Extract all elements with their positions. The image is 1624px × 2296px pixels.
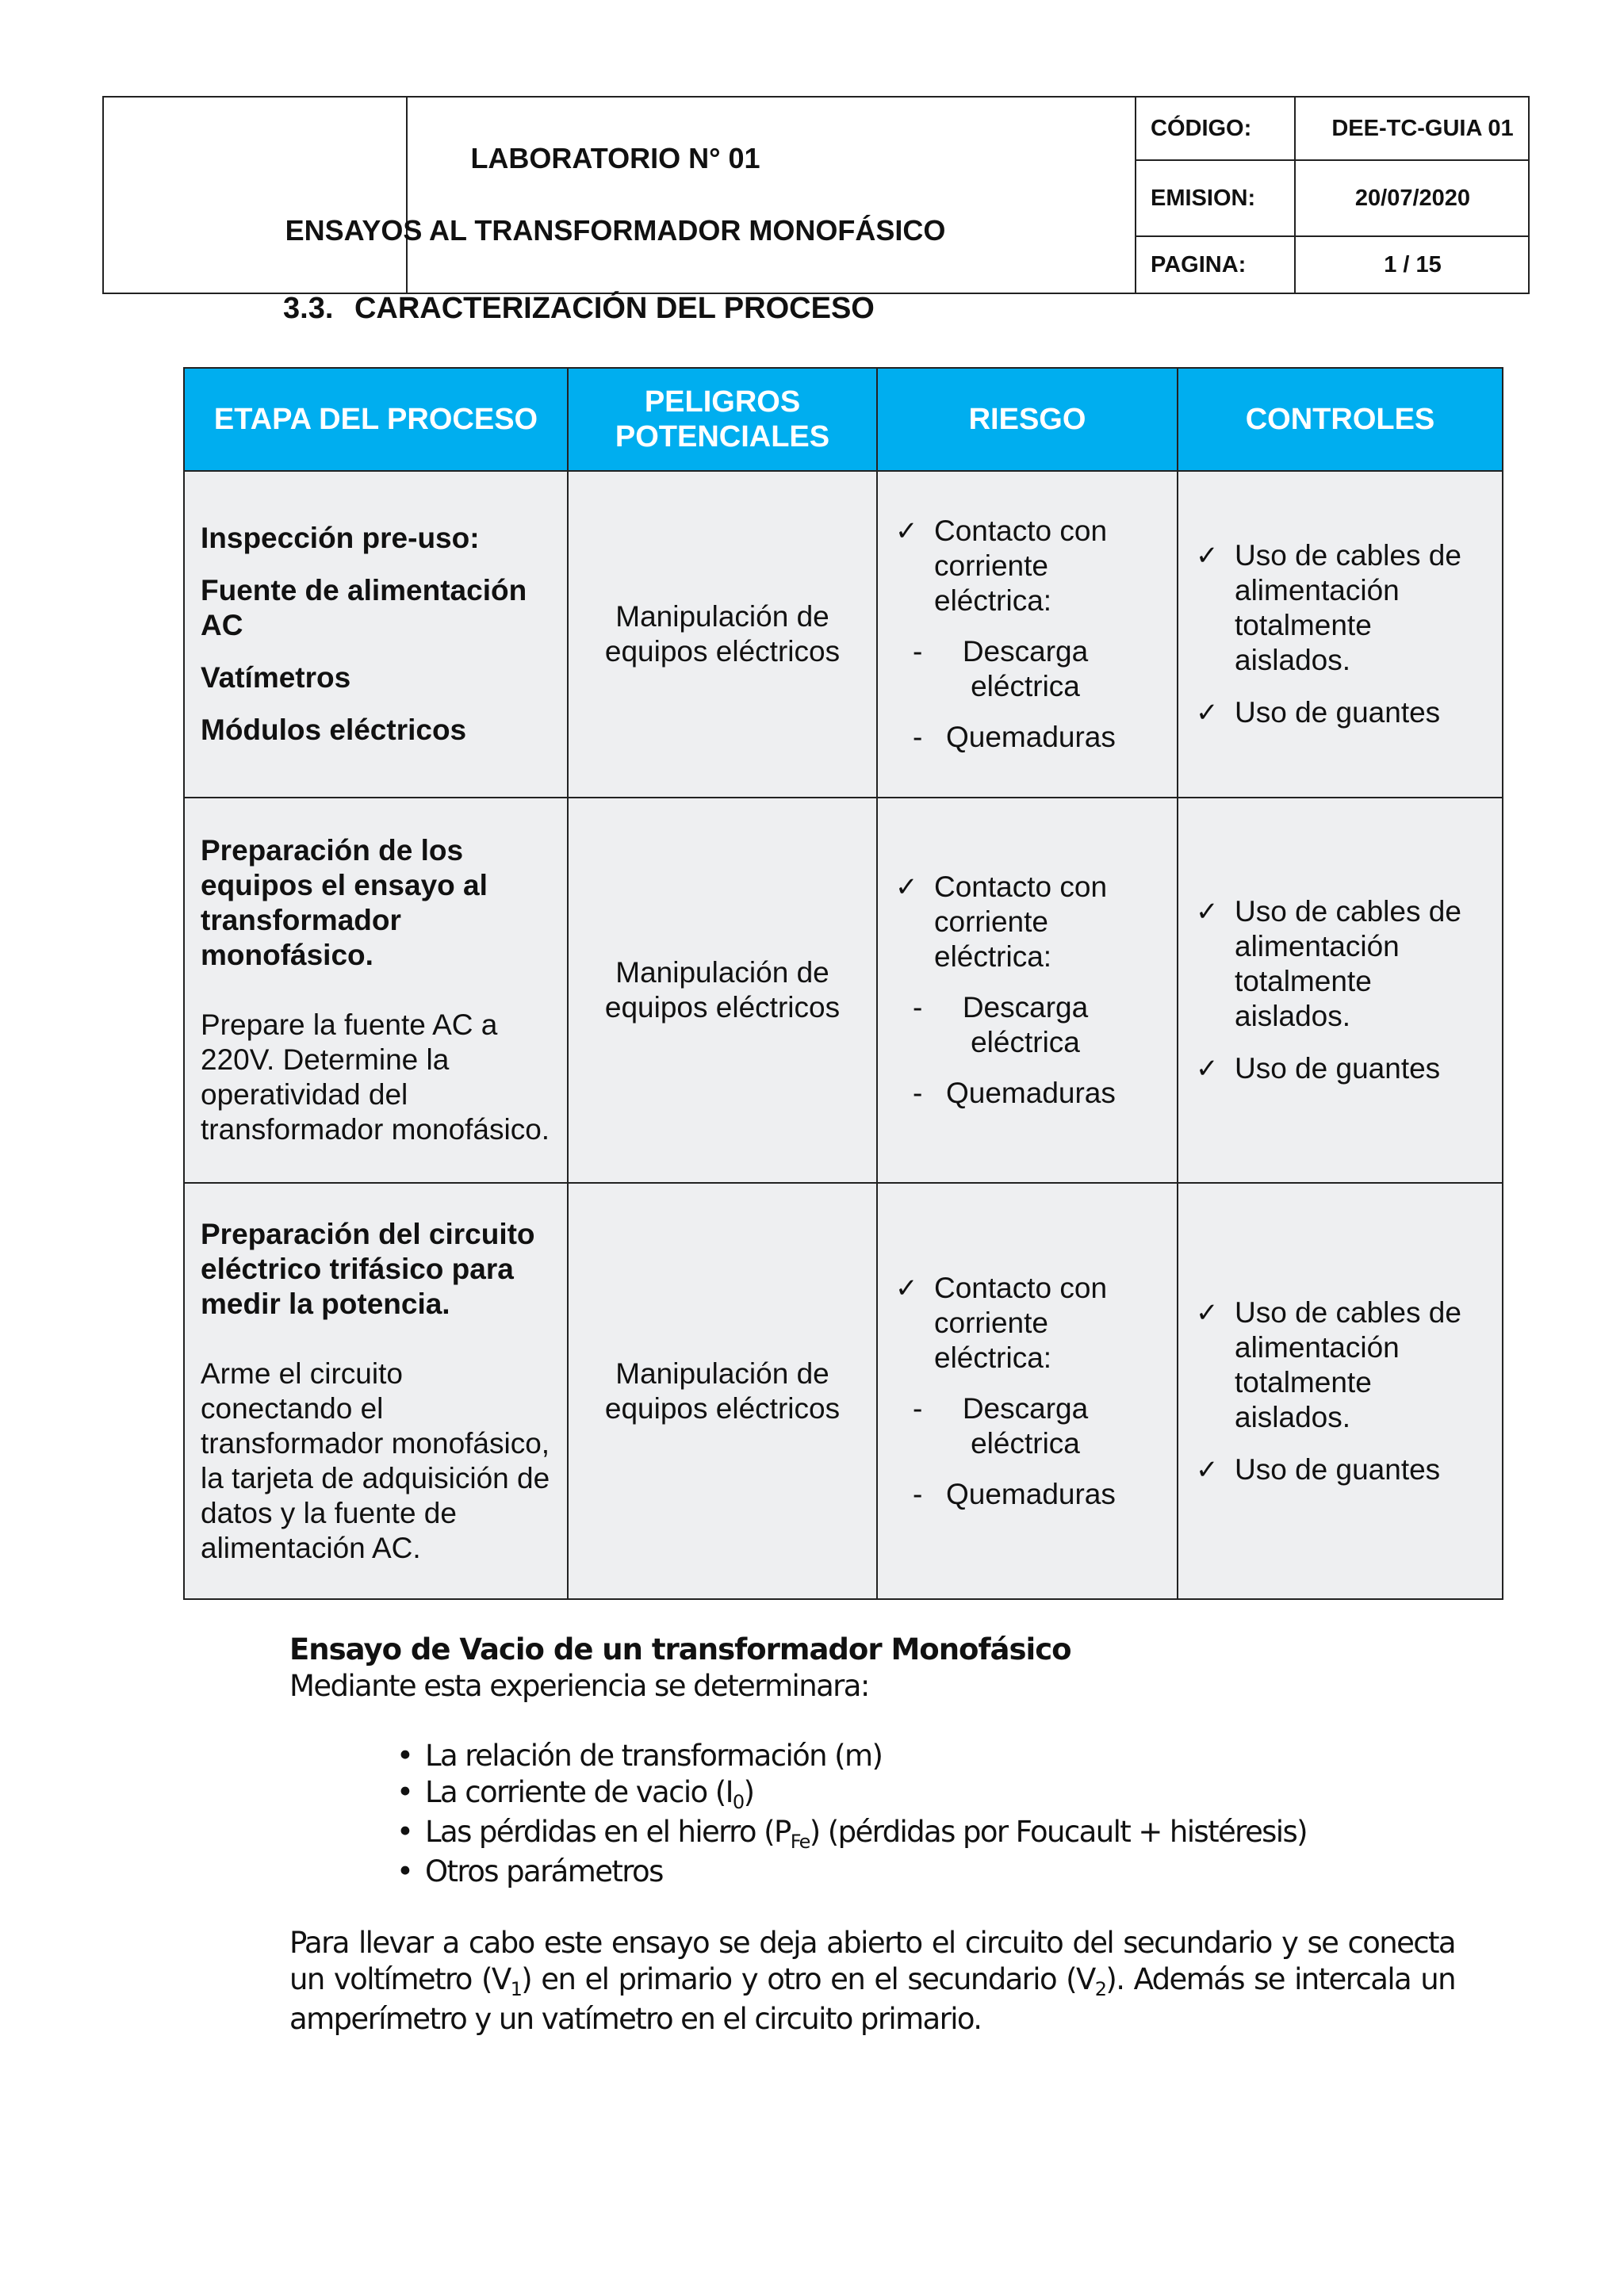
stage-line: Módulos eléctricos [201, 714, 467, 746]
header-divider [1135, 98, 1136, 293]
risk-cell [877, 798, 1178, 1183]
page-value: 1 / 15 [1384, 251, 1442, 277]
control-item: Uso de cables de alimentación totalmente aislados. [1235, 1295, 1461, 1433]
column-header-hazards: PELIGROS POTENCIALES [568, 368, 877, 471]
dash-icon: - [913, 1391, 923, 1425]
risk-sub: Descarga eléctrica [962, 635, 1089, 702]
list-item: • La relación de transformación (m) [396, 1739, 883, 1773]
risk-sub: Descarga eléctrica [962, 1391, 1089, 1460]
risk-main: Contacto con corriente eléctrica: [934, 1271, 1108, 1374]
header-divider [406, 98, 408, 293]
emission-value: 20/07/2020 [1354, 185, 1471, 211]
check-icon: ✓ [1196, 1297, 1219, 1328]
code-label: CÓDIGO: [1151, 115, 1252, 141]
bullet-icon: • [396, 1815, 413, 1849]
stage-cell [184, 798, 568, 1183]
stage-cell [184, 1183, 568, 1599]
stage-title: Preparación de los equipos el ensayo al transformador monofásico. [201, 834, 488, 971]
risk-sub: Descarga eléctrica [962, 991, 1089, 1058]
lab-title: LABORATORIO N° 01 [470, 142, 760, 174]
process-table [183, 367, 1503, 1600]
control-item: Uso de guantes [1235, 1052, 1441, 1085]
check-icon: ✓ [895, 872, 918, 902]
controls-cell [1178, 798, 1503, 1183]
stage-text: Arme el circuito conectando el transformador monofásico, la tarjeta de adquisición de datos y la fuente de alimentación AC. [201, 1357, 550, 1564]
hazard-cell: Manipulación de equipos eléctricos [568, 1183, 877, 1599]
check-icon: ✓ [1196, 1054, 1219, 1084]
emission-label: EMISION: [1151, 185, 1256, 211]
risk-sub: Quemaduras [946, 721, 1116, 753]
essay-bullet-list [396, 1738, 1307, 1890]
list-item: • Las pérdidas en el hierro $(P_{Fe})$ (pérdidas por Foucault + histéresis) [396, 1815, 1307, 1853]
stage-line: Vatímetros [201, 661, 351, 694]
table-row [184, 1183, 1503, 1599]
check-icon: ✓ [1196, 541, 1219, 571]
table-row [184, 471, 1503, 798]
essay-paragraph: Para llevar a cabo este ensayo se deja abierto el circuito del secundario y se conecta un voltímetro $(V_1)$ en el primario y otro en el secundario $(V_2)$. Además se intercala un amperímetro y un vatímetro en el circuito primario. [289, 1926, 1455, 2036]
risk-sub: Quemaduras [946, 1077, 1116, 1109]
dash-icon: - [913, 1477, 923, 1510]
bullet-icon: • [396, 1739, 413, 1773]
controls-cell [1178, 471, 1503, 798]
column-header-stage: ETAPA DEL PROCESO [184, 368, 568, 471]
list-item: • La corriente de vacio $(I_0)$ [396, 1775, 754, 1813]
control-item: Uso de guantes [1235, 696, 1441, 729]
hazard-cell: Manipulación de equipos eléctricos [568, 798, 877, 1183]
controls-cell [1178, 1183, 1503, 1599]
bullet-icon: • [396, 1775, 413, 1809]
table-row [184, 798, 1503, 1183]
logo-area [104, 98, 406, 293]
essay-intro: Mediante esta experiencia se determinara: [289, 1669, 869, 1703]
dash-icon: - [913, 721, 923, 753]
risk-main: Contacto con corriente eléctrica: [934, 871, 1108, 973]
risk-cell [877, 1183, 1178, 1599]
stage-line: Inspección pre-uso: [201, 522, 480, 554]
section-heading [283, 292, 875, 326]
table-header-row [184, 368, 1503, 471]
control-item: Uso de cables de alimentación totalmente aislados. [1235, 895, 1461, 1032]
stage-text: Prepare la fuente AC a 220V. Determine la operatividad del transformador monofásico. [201, 1008, 550, 1146]
check-icon: ✓ [895, 516, 918, 546]
lab-subtitle: ENSAYOS AL TRANSFORMADOR MONOFÁSICO [285, 214, 946, 247]
dash-icon: - [913, 991, 923, 1024]
section-title: CARACTERIZACIÓN DEL PROCESO [354, 292, 875, 325]
control-item: Uso de guantes [1235, 1452, 1441, 1486]
stage-line: Fuente de alimentación AC [201, 574, 527, 641]
control-item: Uso de cables de alimentación totalmente aislados. [1235, 539, 1461, 676]
stage-title: Preparación del circuito eléctrico trifásico para medir la potencia. [201, 1217, 535, 1320]
hazard-cell: Manipulación de equipos eléctricos [568, 471, 877, 798]
document-header [102, 96, 1530, 294]
check-icon: ✓ [1196, 698, 1219, 728]
code-value: DEE-TC-GUIA 01 [1331, 115, 1514, 141]
risk-sub: Quemaduras [946, 1477, 1116, 1510]
risk-cell [877, 471, 1178, 798]
stage-cell [184, 471, 568, 798]
section-number: 3.3. [283, 292, 334, 325]
column-header-controls: CONTROLES [1178, 368, 1503, 471]
essay-title: Ensayo de Vacio de un transformador Monofásico [289, 1632, 1071, 1667]
risk-main: Contacto con corriente eléctrica: [934, 515, 1108, 617]
check-icon: ✓ [1196, 897, 1219, 927]
page-label: PAGINA: [1151, 251, 1247, 277]
dash-icon: - [913, 635, 923, 668]
bullet-icon: • [396, 1854, 413, 1888]
list-item: • Otros parámetros [396, 1854, 663, 1888]
check-icon: ✓ [1196, 1454, 1219, 1485]
column-header-risk: RIESGO [877, 368, 1178, 471]
check-icon: ✓ [895, 1272, 918, 1303]
dash-icon: - [913, 1077, 923, 1109]
